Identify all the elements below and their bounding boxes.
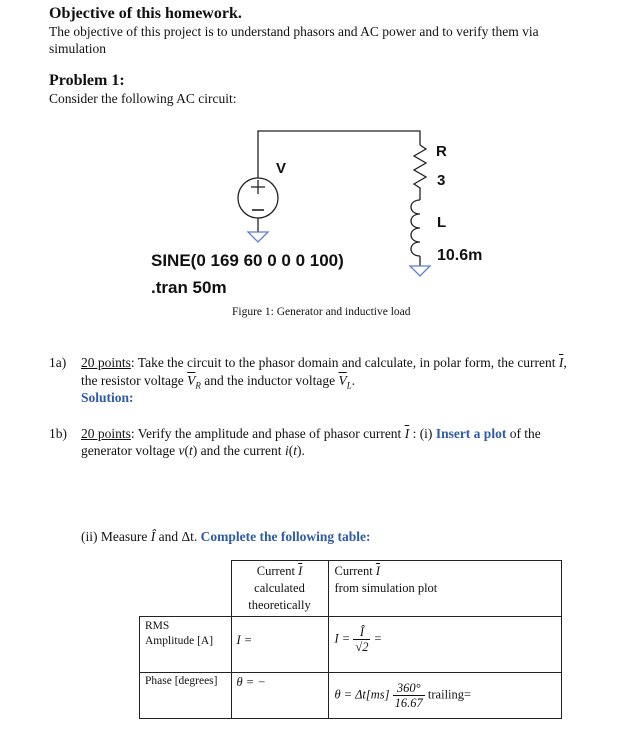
part-b-and-current: and the current (197, 443, 285, 458)
row-phase-label: Phase [degrees] (140, 673, 232, 719)
ground-source-icon (248, 232, 268, 242)
phase-sim-a: θ = Δt[ms] (334, 687, 390, 702)
header-sim-sym: $\overline{I}$ (375, 564, 380, 578)
rms-simulation-cell[interactable] (328, 617, 561, 673)
rms-sim-fraction (353, 625, 370, 654)
phase-calculated-cell[interactable] (231, 673, 328, 719)
phase-sim-num: 360° (393, 681, 425, 696)
source-label: V (276, 160, 287, 177)
part-b-text1: : Verify the amplitude and phase of phasor current (130, 426, 405, 441)
part-b-line2: generator voltage v(t) and the current i(t). (81, 443, 305, 458)
row-rms-l1: RMS (145, 620, 170, 632)
header-sim-l1: Current (334, 564, 376, 578)
part-b-line2a: generator voltage (81, 443, 179, 458)
part-a-text1: : Take the circuit to the phasor domain and calculate, in polar form, the current (130, 355, 559, 370)
phase-simulation-cell[interactable] (328, 673, 561, 719)
measure-dt: Δt (181, 529, 194, 544)
header-simulation (328, 561, 561, 617)
part-a-end: . (351, 373, 356, 388)
current-phasor-symbol: $\overline{I}$ (558, 355, 564, 370)
vt-symbol: v (178, 443, 185, 458)
resistor-label: R (436, 143, 447, 160)
problem-heading: Problem 1: (49, 72, 125, 89)
objective-heading: Objective of this homework. (49, 5, 242, 22)
figure-caption: Figure 1: Generator and inductive load (232, 306, 411, 318)
part-b-text2: of the (506, 426, 541, 441)
rms-calc-eq: I = (236, 633, 253, 647)
part-a-line1 (81, 354, 611, 371)
vl-symbol: $\overline{V}$ (338, 373, 347, 388)
part-b-colon: : (i) (409, 426, 436, 441)
vl-sub: L (346, 380, 352, 391)
rms-sim-den: √2 (355, 640, 369, 654)
part-b-line1 (81, 425, 611, 442)
vr-symbol: $\overline{V}$ (187, 373, 196, 388)
rms-calculated-cell[interactable] (231, 617, 328, 673)
vt-arg: t (188, 443, 193, 458)
rms-sim-eq: = (373, 631, 383, 646)
header-sim-l2: from simulation plot (334, 581, 438, 595)
it-arg: t (293, 443, 297, 458)
insert-plot-label: Insert a plot (435, 426, 507, 441)
part-b-points: 20 points (81, 426, 131, 441)
rms-sim-i: I = (334, 631, 351, 646)
sine-spec: SINE(0 169 60 0 0 0 100) (151, 251, 344, 270)
measure-a: (ii) Measure (81, 529, 151, 544)
header-calculated (231, 561, 328, 617)
resistor-symbol (414, 145, 426, 200)
part-b-number: 1b) (49, 426, 67, 441)
header-calc-sym: $\overline{I}$ (298, 564, 303, 578)
solution-label: Solution: (81, 390, 134, 405)
circuit-diagram (0, 0, 618, 330)
problem-intro: Consider the following AC circuit: (49, 91, 237, 106)
part-b-current-symbol: $\overline{I}$ (404, 426, 410, 441)
header-calc-l2: calculated (254, 581, 305, 595)
part-a-number: 1a) (49, 355, 67, 370)
objective-text: The objective of this project is to understand phasors and AC power and to verify them via simulation (49, 24, 539, 56)
phase-sim-fraction (393, 681, 425, 710)
measure-ihat: Î (150, 529, 156, 544)
measure-line: (ii) Measure Î and Δt. Complete the following table: (81, 529, 371, 544)
ground-load-icon (410, 266, 430, 276)
row-rms-label (140, 617, 232, 673)
inductor-symbol (411, 200, 420, 256)
header-calc-l3: theoretically (248, 598, 311, 612)
it-symbol: i (284, 443, 289, 458)
inductor-label: L (437, 214, 447, 231)
table-corner (140, 561, 232, 617)
measurement-table (139, 560, 562, 719)
phase-sim-den: 16.67 (394, 696, 423, 710)
resistor-value: 3 (437, 172, 446, 189)
vr-sub: R (195, 380, 201, 391)
part-a-points: 20 points (81, 355, 131, 370)
header-calc-l1: Current (256, 564, 299, 578)
part-a-text2: the resistor voltage (81, 373, 188, 388)
complete-table-label: Complete the following table: (200, 529, 371, 544)
inductor-value: 10.6m (437, 247, 483, 264)
rms-sim-num: Î (353, 625, 370, 640)
measure-b: and (155, 529, 182, 544)
phase-sim-b: trailing= (427, 687, 472, 702)
part-a-comma: , (563, 355, 567, 370)
tran-spec: .tran 50m (151, 278, 227, 297)
row-rms-l2: Amplitude [A] (145, 635, 214, 647)
phase-calc-eq: θ = − (236, 675, 266, 689)
part-a-text3: and the inductor voltage (200, 373, 339, 388)
